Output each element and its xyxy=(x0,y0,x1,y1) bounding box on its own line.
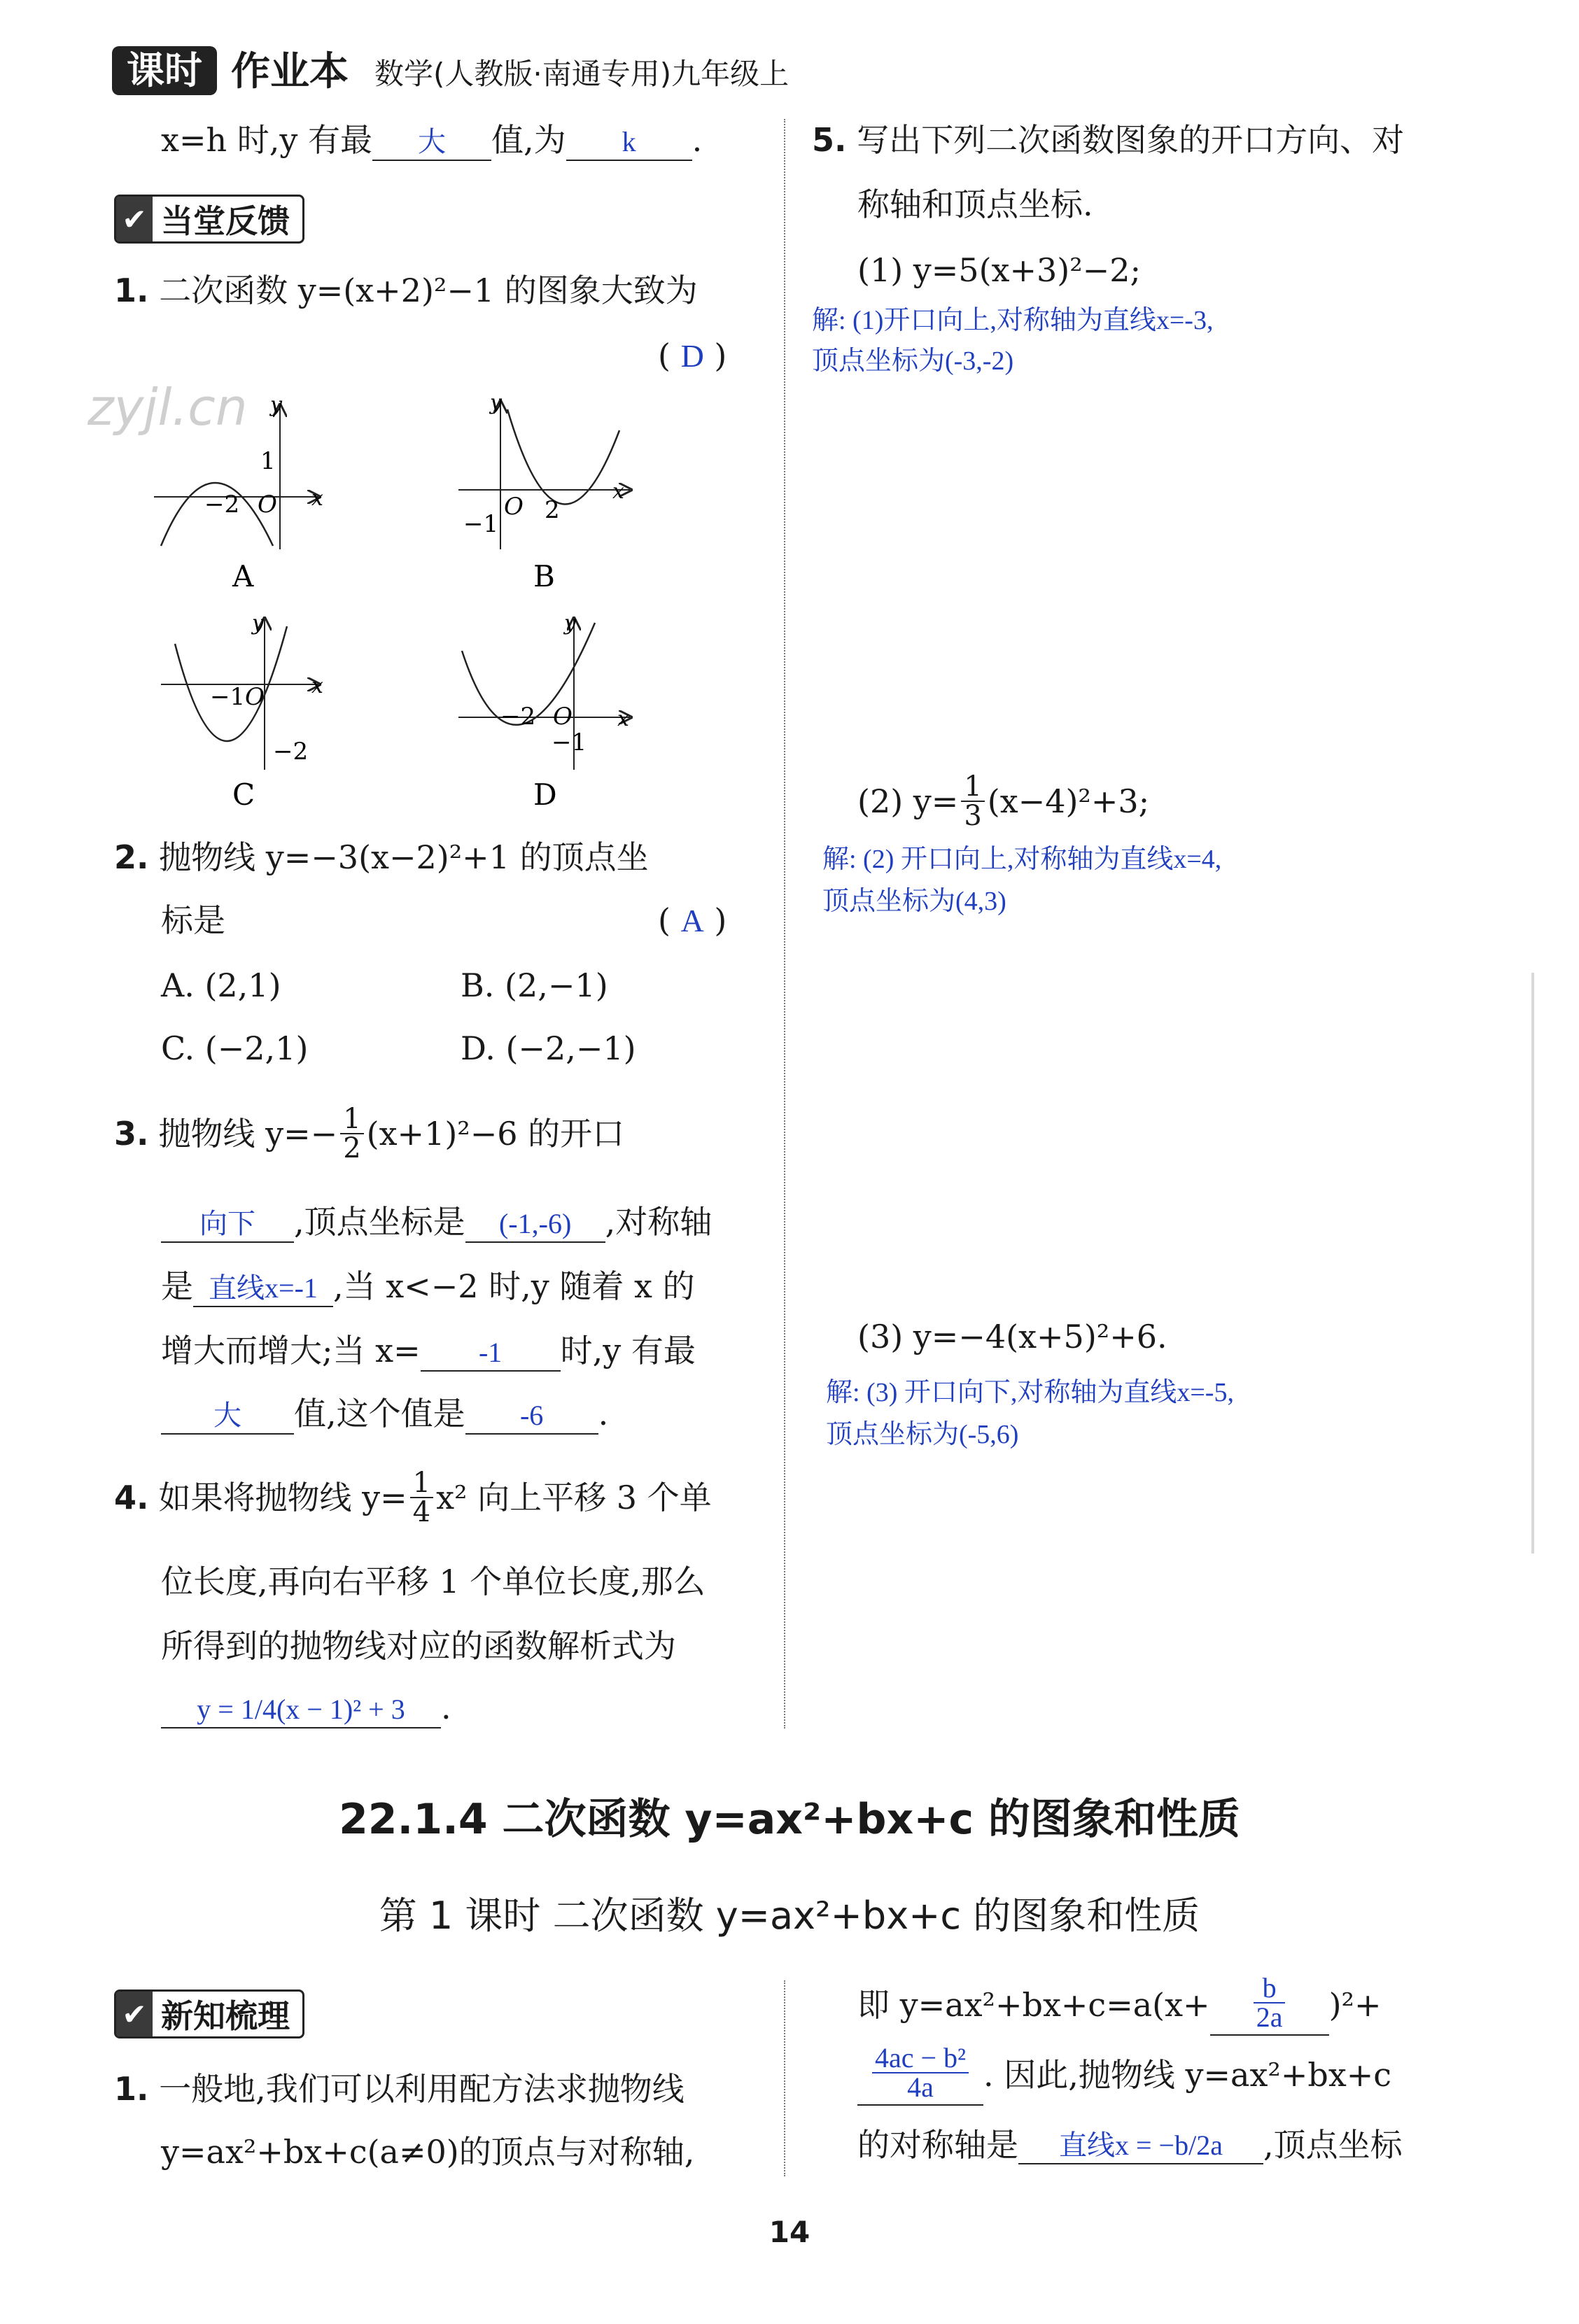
q5-part1: (1) y=5(x+3)²−2; xyxy=(857,251,1141,289)
column-divider-bottom xyxy=(784,1980,785,2176)
graph-a-label: A xyxy=(232,559,254,593)
svg-text:x: x xyxy=(617,707,629,731)
rt-line3 xyxy=(857,2117,1403,2173)
q1-text xyxy=(114,269,698,311)
q3-text-5b: . xyxy=(598,1395,609,1432)
q1-answer: D xyxy=(680,338,704,374)
graph-d-label: D xyxy=(533,777,557,812)
q3-line3 xyxy=(161,1265,695,1307)
q1-number: 1. xyxy=(114,272,149,309)
check-icon-2: ✔ xyxy=(116,1992,153,2036)
q4-line1 xyxy=(114,1467,712,1528)
q3-text-4a: 增大而增大;当 x= xyxy=(161,1332,421,1369)
graph-b-tick-3: −1 xyxy=(463,510,499,538)
q5-text-1: 写出下列二次函数图象的开口方向、对 xyxy=(857,121,1405,159)
q4-period: . xyxy=(441,1689,451,1726)
q5-part2-fraction: $\frac{1}{3}$ xyxy=(961,773,984,830)
q3-blank-type: 大 xyxy=(213,1400,241,1431)
q3-line2 xyxy=(161,1201,712,1243)
q4-fraction: $\frac{1}{4}$ xyxy=(410,1469,433,1526)
svg-text:y: y xyxy=(564,611,576,635)
top-line-text-a: x=h 时,y 有最 xyxy=(161,121,372,159)
svg-text:x: x xyxy=(612,479,624,504)
header xyxy=(112,41,1442,104)
q3-blank-value: -6 xyxy=(519,1400,544,1431)
section-title: 22.1.4 二次函数 y=ax²+bx+c 的图象和性质 xyxy=(339,1795,1240,1844)
q5-part1-answer-1: 解: (1)开口向上,对称轴为直线x=-3, xyxy=(812,306,1214,335)
svg-text:y: y xyxy=(270,393,282,417)
q4-line4 xyxy=(161,1686,451,1728)
top-line xyxy=(161,119,702,161)
section-feedback-badge xyxy=(114,195,304,244)
rt-line2 xyxy=(857,2040,1391,2110)
top-line-period: . xyxy=(692,121,703,159)
graph-c xyxy=(161,611,323,812)
q5-line1 xyxy=(812,119,1404,161)
watermark: zyjl.cn xyxy=(87,378,248,437)
svg-text:y: y xyxy=(490,392,502,415)
q3-text-5a: 值,这个值是 xyxy=(294,1395,465,1432)
rt-text-3b: ,顶点坐标 xyxy=(1263,2126,1403,2164)
q5-part2-text-b: (x−4)²+3; xyxy=(987,782,1150,820)
q4-line3: 所得到的抛物线对应的函数解析式为 xyxy=(161,1627,676,1665)
rt-text-1b: )²+ xyxy=(1328,1986,1382,2024)
q4-number: 4. xyxy=(114,1479,149,1516)
q3-number: 3. xyxy=(114,1115,149,1153)
graph-d-tick-3: −1 xyxy=(552,728,587,756)
graph-c-tick-2: O xyxy=(245,683,265,711)
q2-option-d: D. (−2,−1) xyxy=(461,1029,636,1067)
q3-text-1a: 抛物线 y=− xyxy=(158,1115,338,1153)
top-line-blank-1: 大 xyxy=(417,126,446,157)
section-new-badge xyxy=(114,1990,304,2038)
q5-line2: 称轴和顶点坐标. xyxy=(857,185,1093,223)
q2-answer: A xyxy=(680,903,704,938)
q3-line4 xyxy=(161,1330,696,1372)
rt-line1 xyxy=(857,1970,1382,2040)
q2-number: 2. xyxy=(114,838,149,876)
q2-option-c: C. (−2,1) xyxy=(161,1029,309,1067)
q5-part3-answer-2: 顶点坐标为(-5,6) xyxy=(826,1420,1019,1449)
section-feedback-label: 当堂反馈 xyxy=(161,202,290,240)
graph-d xyxy=(458,611,630,812)
n1-number: 1. xyxy=(114,2070,149,2108)
graph-c-tick-1: −1 xyxy=(210,683,246,711)
q3-line5 xyxy=(161,1393,608,1435)
q3-blank-vertex: (-1,-6) xyxy=(498,1208,572,1239)
q3-fraction: $\frac{1}{2}$ xyxy=(340,1105,363,1162)
rt-blank-2: $\frac{\text{4ac − b²}}{4a}$ xyxy=(872,2044,969,2101)
q3-line1 xyxy=(114,1103,625,1164)
q3-text-3b: ,当 x<−2 时,y 随着 x 的 xyxy=(333,1267,695,1305)
graph-c-tick-3: −2 xyxy=(273,738,309,766)
section-new-label: 新知梳理 xyxy=(161,1997,290,2035)
q2-option-a: A. (2,1) xyxy=(161,966,281,1004)
q2-text-1: 抛物线 y=−3(x−2)²+1 的顶点坐 xyxy=(159,838,649,876)
q5-part2-answer-1: 解: (2) 开口向上,对称轴为直线x=4, xyxy=(822,845,1222,874)
top-line-text-b: 值,为 xyxy=(491,121,566,159)
q2-line2 xyxy=(161,899,225,941)
graph-b xyxy=(458,392,630,593)
q5-part2-answer-2: 顶点坐标为(4,3) xyxy=(822,887,1006,916)
svg-text:x: x xyxy=(311,486,323,511)
top-line-blank-2: k xyxy=(622,126,636,157)
graph-d-tick-1: −2 xyxy=(500,703,536,731)
header-title: 作业本 xyxy=(231,49,349,94)
svg-text:y: y xyxy=(252,611,264,635)
q1-question: 二次函数 y=(x+2)²−1 的图象大致为 xyxy=(159,272,698,309)
column-divider-top xyxy=(784,119,785,1728)
q3-text-1b: (x+1)²−6 的开口 xyxy=(366,1115,625,1153)
q3-text-3a: 是 xyxy=(161,1267,193,1305)
q4-text-1a: 如果将抛物线 y= xyxy=(158,1479,407,1516)
q5-part2 xyxy=(857,770,1149,833)
q3-text-2a: ,顶点坐标是 xyxy=(294,1203,465,1241)
graph-b-tick-2: 2 xyxy=(545,496,560,524)
q5-part1-answer-2: 顶点坐标为(-3,-2) xyxy=(812,346,1014,376)
q4-answer: y = 1/4(x − 1)² + 3 xyxy=(197,1693,405,1725)
rt-text-3a: 的对称轴是 xyxy=(857,2126,1018,2164)
q3-text-4b: 时,y 有最 xyxy=(560,1332,696,1369)
rt-blank-1: $\frac{b}{2a}$ xyxy=(1254,1974,1286,2031)
q5-part2-text-a: (2) y= xyxy=(857,782,959,820)
q2-option-b: B. (2,−1) xyxy=(461,966,608,1004)
graph-d-tick-2: O xyxy=(553,703,573,731)
graph-c-label: C xyxy=(232,777,255,812)
q4-text-1b: x² 向上平移 3 个单 xyxy=(436,1479,712,1516)
q3-text-2b: ,对称轴 xyxy=(605,1203,713,1241)
rt-blank-3: 直线x = −b/2a xyxy=(1059,2129,1223,2161)
q5-part3-answer-1: 解: (3) 开口向下,对称轴为直线x=-5, xyxy=(826,1378,1234,1407)
q1-answer-paren: ( D ) xyxy=(658,337,727,374)
check-icon: ✔ xyxy=(116,197,153,241)
rt-text-1a: 即 y=ax²+bx+c=a(x+ xyxy=(857,1986,1210,2024)
q4-line2: 位长度,再向右平移 1 个单位长度,那么 xyxy=(161,1563,706,1600)
rt-text-2b: . 因此,抛物线 y=ax²+bx+c xyxy=(983,2056,1392,2094)
graph-a-tick-2: O xyxy=(258,491,277,519)
q3-blank-axis: 直线x=-1 xyxy=(209,1272,318,1304)
q2-text-2: 标是 xyxy=(161,901,225,939)
q5-part3: (3) y=−4(x+5)²+6. xyxy=(857,1318,1167,1355)
graph-a-tick-1: −2 xyxy=(204,491,240,519)
graph-b-label: B xyxy=(533,559,555,593)
graph-b-tick-1: O xyxy=(504,493,524,521)
logo: 课时 xyxy=(112,46,217,95)
q2-line1 xyxy=(114,836,649,878)
graph-a-tick-3: 1 xyxy=(260,447,276,475)
q2-answer-paren: ( A ) xyxy=(658,901,727,939)
svg-text:x: x xyxy=(311,674,323,698)
page-number: 14 xyxy=(769,2215,810,2249)
q5-number: 5. xyxy=(812,121,847,159)
n1-line1 xyxy=(114,2068,685,2110)
q3-blank-x: -1 xyxy=(478,1337,503,1368)
graph-a xyxy=(154,393,323,593)
lesson-title: 第 1 课时 二次函数 y=ax²+bx+c 的图象和性质 xyxy=(379,1894,1200,1938)
q1-graphs xyxy=(140,392,672,826)
n1-line2: y=ax²+bx+c(a≠0)的顶点与对称轴, xyxy=(161,2133,695,2171)
q3-blank-open: 向下 xyxy=(199,1208,255,1239)
scan-edge-mark xyxy=(1531,973,1534,1554)
n1-text-1: 一般地,我们可以利用配方法求抛物线 xyxy=(159,2070,685,2108)
header-subtitle: 数学(人教版·南通专用)九年级上 xyxy=(374,57,790,91)
